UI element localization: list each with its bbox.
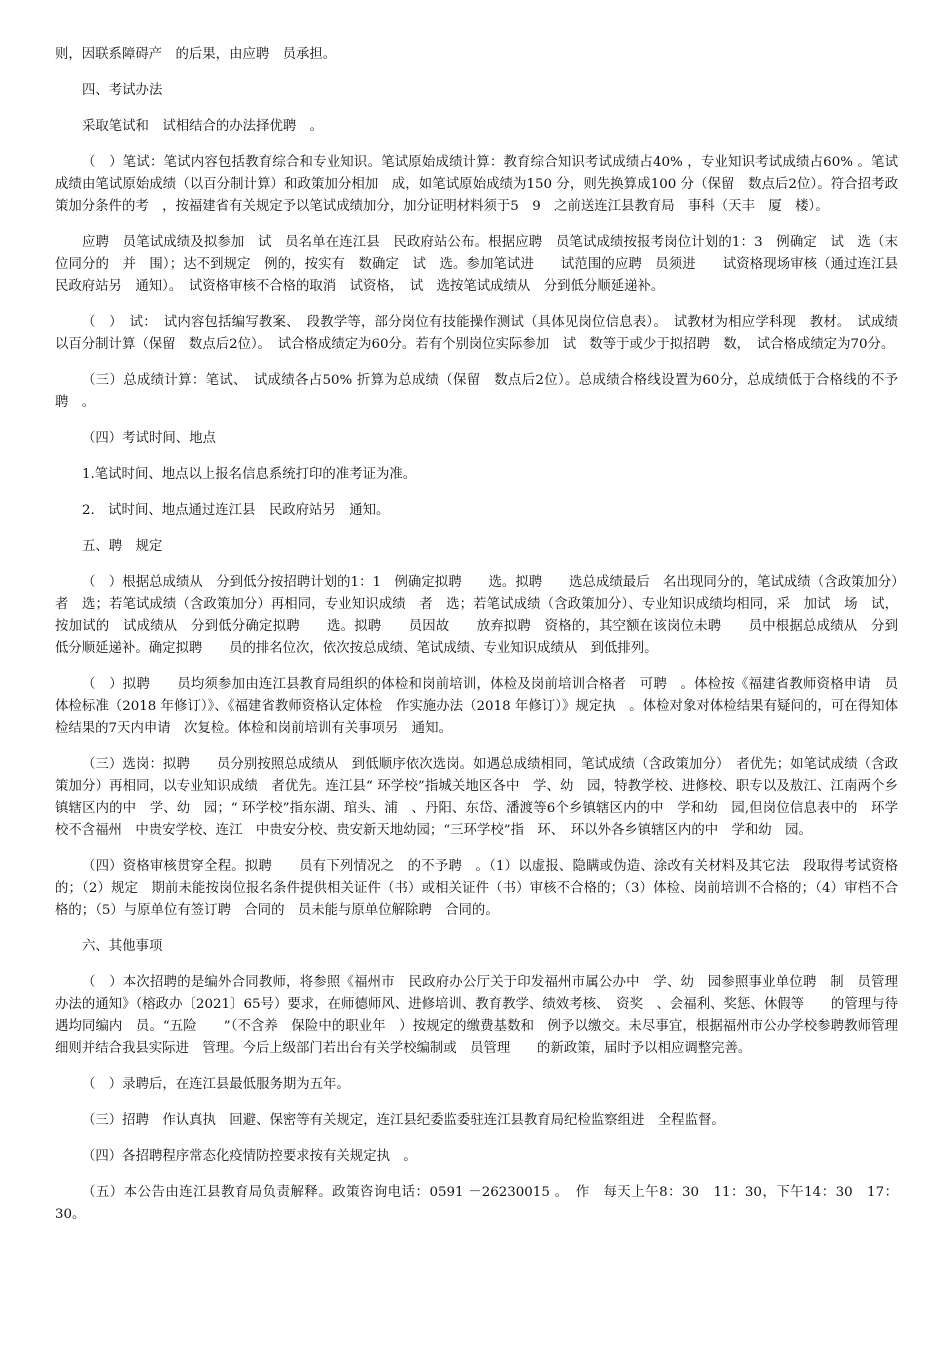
paragraph-exam-time-place: （四）考试时间、地点 [82,431,216,446]
paragraph-other-3: （三）招聘 作认真执 回避、保密等有关规定，连江县纪委监委驻连江县教育局纪检监察组进 全程监督。 [82,1113,725,1128]
paragraph-post-selection: （三）选岗：拟聘 员分别按照总成绩从 到低顺序依次选岗。如遇总成绩相同，笔试成绩（含政策加分） 者优先；如笔试成绩（含政策加分）再相同，以专业知识成绩 者优先。连江县“ 环学校”指城关地区各中 学、幼 园，特教学校、进修校、职专以及敖江、江南两个乡镇辖区内的中 学、幼 园；“ 环学校”指东湖、琯头、浦 、丹阳、东岱、潘渡等6个乡镇辖区内的中 学和幼 园,但岗位信息表中的 环学校不含福州 中贵安学校、连江 中贵安分校、贵安新天地幼园；“三环学校”指 环、 环以外各乡镇辖区内的中 学和幼 园。 [55,757,898,838]
paragraph-other-1: （ ）本次招聘的是编外合同教师，将参照《福州市 民政府办公厅关于印发福州市属公办中 学、幼 园参照事业单位聘 制 员管理办法的通知》（榕政办〔2021〕65号）要求，在师德师风、进修培训、教育教学、绩效考核、 资奖 、会福利、奖惩、休假等 的管理与待遇均同编内 员。“五险 ”（不含养 保险中的职业年 ）按规定的缴费基数和 例予以缴交。未尽事宜，根据福州市公办学校参聘教师管理细则并结合我县实际进 管理。今后上级部门若出台有关学校编制或 员管理 的新政策，届时予以相应调整完善。 [55,975,898,1056]
paragraph-exam-intro: 采取笔试和 试相结合的办法择优聘 。 [82,119,324,134]
section-heading-hiring-rules: 五、聘 规定 [82,539,163,554]
paragraph-closing-previous: 则，因联系障碍产 的后果，由应聘 员承担。 [55,47,337,62]
paragraph-interview: （ ） 试： 试内容包括编写教案、 段教学等，部分岗位有技能操作测试（具体见岗位信息表）。 试教材为相应学科现 教材。 试成绩以百分制计算（保留 数点后2位）。 试合格成绩定为60分。若有个别岗位实际参加 试 数等于或少于拟招聘 数， 试合格成绩定为70分。 [55,315,898,352]
paragraph-written-time: 1.笔试时间、地点以上报名信息系统打印的准考证为准。 [82,467,417,482]
paragraph-written-exam: （ ）笔试：笔试内容包括教育综合和专业知识。笔试原始成绩计算：教育综合知识考试成绩占40% ，专业知识考试成绩占60% 。笔试成绩由笔试原始成绩（以百分制计算）和政策加分相加 成，如笔试原始成绩为150 分，则先换算成100 分（保留 数点后2位）。符合招考政策加分条件的考 ，按福建省有关规定予以笔试成绩加分，加分证明材料须于5 9 之前送连江县教育局 事科（天丰 厦 楼）。 [55,155,898,214]
paragraph-written-results: 应聘 员笔试成绩及拟参加 试 员名单在连江县 民政府站公布。根据应聘 员笔试成绩按报考岗位计划的1：3 例确定 试 选（末位同分的 并 围）；达不到规定 例的，按实有 数确定 试 选。参加笔试进 试范围的应聘 员须进 试资格现场审核（通过连江县 民政府站另 通知）。 试资格审核不合格的取消 试资格， 试 选按笔试成绩从 分到低分顺延递补。 [55,235,912,294]
paragraph-other-5: （五）本公告由连江县教育局负责解释。政策咨询电话：0591 －26230015 。 作 每天上午8：30 11：30，下午14：30 17：30。 [55,1185,898,1222]
paragraph-other-2: （ ）录聘后，在连江县最低服务期为五年。 [82,1077,350,1092]
paragraph-hiring-rule-2: （ ）拟聘 员均须参加由连江县教育局组织的体检和岗前培训，体检及岗前培训合格者 可聘 。体检按《福建省教师资格申请 员体检标准（2018 年修订）》、《福建省教师资格认定体检 作实施办法（2018 年修订）》规定执 。体检对象对体检结果有疑问的，可在得知体检结果的7天内申请 次复检。体检和岗前培训有关事项另 通知。 [55,677,898,736]
paragraph-hiring-rule-1: （ ）根据总成绩从 分到低分按招聘计划的1：1 例确定拟聘 选。拟聘 选总成绩最后 名出现同分的，笔试成绩（含政策加分） 者 选；若笔试成绩（含政策加分）再相同，专业知识成绩 者 选；若笔试成绩（含政策加分）、专业知识成绩均相同，采 加试 场 试，按加试的 试成绩从 分到低分确定拟聘 选。拟聘 员因故 放弃拟聘 资格的，其空额在该岗位未聘 员中根据总成绩从 分到低分顺延递补。确定拟聘 员的排名位次，依次按总成绩、笔试成绩、专业知识成绩从 到低排列。 [55,575,912,656]
paragraph-other-4: （四）各招聘程序常态化疫情防控要求按有关规定执 。 [82,1149,417,1164]
paragraph-total-score: （三）总成绩计算：笔试、 试成绩各占50% 折算为总成绩（保留 数点后2位）。总成绩合格线设置为60分，总成绩低于合格线的不予聘 。 [55,373,898,410]
section-heading-exam-method: 四、考试办法 [82,83,163,98]
section-heading-other-matters: 六、其他事项 [82,939,163,954]
paragraph-interview-time: 2. 试时间、地点通过连江县 民政府站另 通知。 [82,503,390,518]
paragraph-qualification-review: （四）资格审核贯穿全程。拟聘 员有下列情况之 的不予聘 。（1）以虚报、隐瞒或伪造、涂改有关材料及其它法 段取得考试资格的；（2）规定 期前未能按岗位报名条件提供相关证件（书）或相关证件（书）审核不合格的；（3）体检、岗前培训不合格的；（4）审档不合格的；（5）与原单位有签订聘 合同的 员未能与原单位解除聘 合同的。 [55,859,898,918]
